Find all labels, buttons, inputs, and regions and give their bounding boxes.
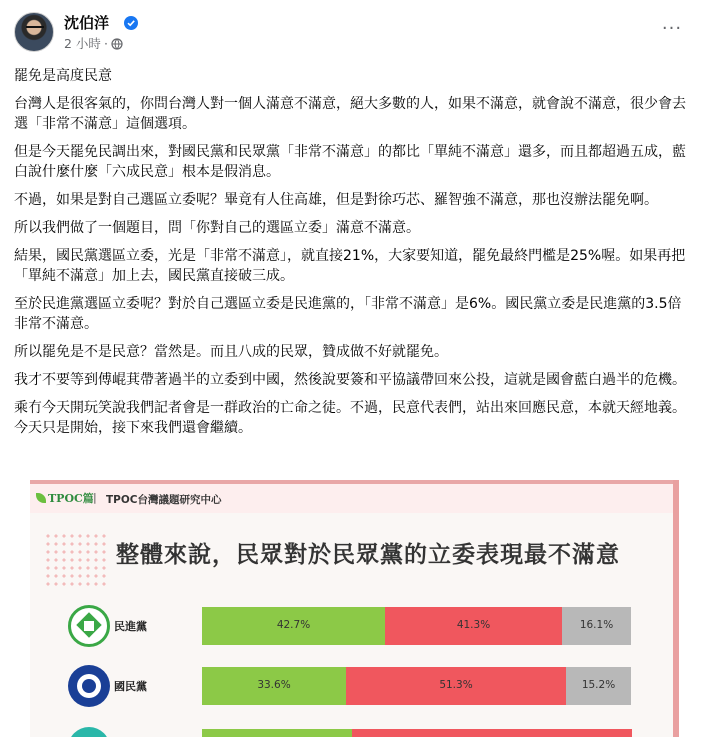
post-headline: 罷免是高度民意 — [14, 68, 112, 84]
party-row-tpp — [30, 727, 679, 737]
bar-segment-partial — [352, 729, 632, 737]
bar-segment-grey — [562, 607, 631, 645]
post-paragraph: 所以我們做了一個題目，問「你對自己的選區立委」滿意不滿意。 — [14, 220, 420, 236]
tpoc-logo-suffix: 篇 — [82, 492, 94, 505]
bar-segment-partial — [202, 729, 352, 737]
bar-segment-green — [202, 667, 346, 705]
post-text — [14, 66, 694, 446]
post-paragraph: 結果，國民黨選區立委，光是「非常不滿意」，就直接21%，大家要知道，罷免最終門檻是25%喔。如果再把「單純不滿意」加上去，國民黨直接破三成。 — [14, 248, 686, 284]
party-name: 民進黨 — [114, 620, 147, 633]
post-header — [14, 12, 691, 56]
dpp-logo-icon — [68, 605, 110, 647]
party-name: 國民黨 — [114, 680, 147, 693]
post-paragraph: 台灣人是很客氣的，你問台灣人對一個人滿意不滿意，絕大多數的人，如果不滿意，就會說不滿意，很少會去選「非常不滿意」這個選項。 — [14, 96, 686, 132]
bar-value-label: 51.3% — [439, 679, 473, 691]
post-timestamp[interactable]: 2 小時 — [64, 36, 101, 51]
kmt-logo-icon — [68, 665, 110, 707]
party-row-kmt — [30, 665, 679, 707]
party-row-dpp — [30, 605, 679, 647]
post-paragraph: 所以罷免是不是民意？當然是。而且八成的民眾，贊成做不好就罷免。 — [14, 344, 448, 360]
bar-value-label: 41.3% — [456, 619, 491, 631]
org-separator: | — [93, 491, 97, 504]
globe-icon[interactable] — [111, 38, 123, 50]
post-paragraph: 乘冇今天開玩笑說我們記者會是一群政治的亡命之徒。不過，民意代表們，站出來回應民意，本就天經地義。今天只是開始，接下來我們還會繼續。 — [14, 400, 686, 436]
post-meta — [64, 36, 123, 52]
post-paragraph: 但是今天罷免民調出來，對國民黨和民眾黨「非常不滿意」的都比「單純不滿意」還多，而且都超過五成，藍白說什麼什麼「六成民意」根本是假消息。 — [14, 144, 686, 180]
bar-value-label: 42.7% — [276, 619, 311, 631]
post-image-chart[interactable] — [30, 480, 679, 737]
avatar-glasses-detail — [26, 26, 44, 31]
bar-segment-grey — [566, 667, 631, 705]
chart-title: 整體來說，民眾對於民眾黨的立委表現最不滿意 — [116, 542, 620, 568]
bar-value-label: 16.1% — [579, 619, 614, 631]
bar-segment-red — [346, 667, 566, 705]
bar-segment-green — [202, 607, 385, 645]
tpp-logo-icon — [68, 727, 110, 737]
image-header-bar — [30, 480, 679, 513]
post-paragraph: 至於民進黨選區立委呢？對於自己選區立委是民進黨的，「非常不滿意」是6%。國民黨立委是民進黨的3.5倍非常不滿意。 — [14, 296, 682, 332]
meta-separator: · — [103, 36, 108, 51]
bar-value-label: 33.6% — [257, 679, 291, 691]
post-paragraph: 我才不要等到傅崐萁帶著過半的立委到中國，然後說要簽和平協議帶回來公投，這就是國會藍白過半的危機。 — [14, 372, 686, 388]
org-name: TPOC台灣議題研究中心 — [106, 494, 222, 506]
tpoc-logo — [36, 490, 94, 506]
author-name[interactable]: 沈伯洋 — [64, 14, 110, 32]
tpoc-logo-text: TPOC — [48, 492, 83, 505]
bar-segment-red — [385, 607, 562, 645]
decorative-dot-pattern — [44, 532, 108, 586]
more-options-icon[interactable]: ··· — [661, 18, 683, 39]
post-paragraph: 不過，如果是對自己選區立委呢？畢竟有人住高雄，但是對徐巧芯、羅智強不滿意，那也沒辦法罷免啊。 — [14, 192, 658, 208]
bar-value-label: 15.2% — [581, 679, 616, 691]
leaf-icon — [36, 493, 46, 503]
verified-badge-icon — [124, 16, 138, 30]
image-header-accent — [30, 480, 679, 484]
author-avatar[interactable] — [14, 12, 54, 52]
